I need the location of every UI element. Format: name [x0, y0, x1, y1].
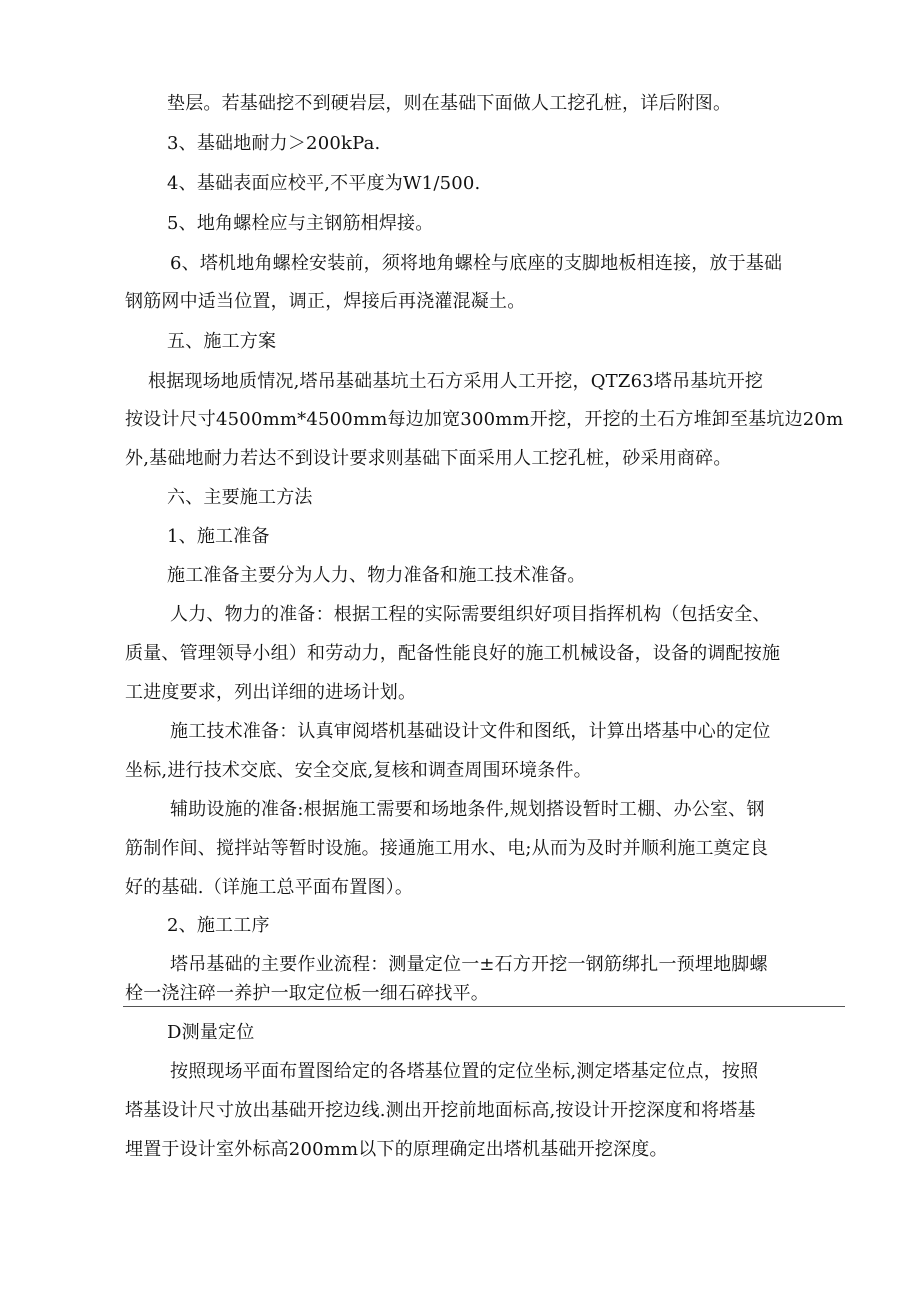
text-line: 施工技术准备：认真审阅塔机基础设计文件和图纸，计算出塔基中心的定位: [170, 721, 771, 742]
section-heading: 六、主要施工方法: [167, 487, 313, 508]
text-line: 筋制作间、搅拌站等暂时设施。接通施工用水、电;从而为及时并顺利施工奠定良: [125, 838, 769, 859]
text-line: 按照现场平面布置图给定的各塔基位置的定位坐标,测定塔基定位点，按照: [170, 1061, 759, 1082]
text-line: 3、基础地耐力＞200kPa.: [167, 133, 381, 154]
text-line: 5、地角螺栓应与主钢筋相焊接。: [167, 213, 434, 234]
text-line: 根据现场地质情况,塔吊基础基坑土石方采用人工开挖，QTZ63塔吊基坑开挖: [148, 371, 764, 392]
text-line: 好的基础.（详施工总平面布置图）。: [125, 877, 414, 898]
text-line: 垫层。若基础挖不到硬岩层，则在基础下面做人工挖孔桩，详后附图。: [167, 93, 732, 114]
subsection-heading: D测量定位: [167, 1022, 255, 1043]
text-line: 坐标,进行技术交底、安全交底,复核和调查周围环境条件。: [125, 760, 592, 781]
text-line: 辅助设施的准备:根据施工需要和场地条件,规划搭设暂时工棚、办公室、钢: [170, 799, 765, 820]
section-heading: 五、施工方案: [167, 331, 277, 352]
horizontal-rule: [123, 1006, 845, 1007]
subsection-heading: 1、施工准备: [167, 526, 270, 547]
text-line: 6、塔机地角螺栓安装前，须将地角螺栓与底座的支脚地板相连接，放于基础: [170, 253, 783, 274]
text-line: 塔基设计尺寸放出基础开挖边线.测出开挖前地面标高,按设计开挖深度和将塔基: [125, 1100, 756, 1121]
text-line: 按设计尺寸4500mm*4500mm每边加宽300mm开挖，开挖的土石方堆卸至基坑边20m: [125, 409, 844, 430]
text-line: 工进度要求，列出详细的进场计划。: [125, 682, 417, 703]
text-line: 钢筋网中适当位置，调正，焊接后再浇灌混凝土。: [125, 291, 526, 312]
text-line: 4、基础表面应校平,不平度为W1/500.: [167, 173, 481, 194]
text-line: 栓一浇注碎一养护一取定位板一细石碎找平。: [125, 983, 489, 1004]
subsection-heading: 2、施工工序: [167, 915, 270, 936]
text-line: 施工准备主要分为人力、物力准备和施工技术准备。: [167, 565, 586, 586]
text-line: 质量、管理领导小组）和劳动力，配备性能良好的施工机械设备，设备的调配按施: [125, 643, 781, 664]
text-line: 塔吊基础的主要作业流程：测量定位一±石方开挖一钢筋绑扎一预埋地脚螺: [170, 954, 768, 975]
text-line: 埋置于设计室外标高200mm以下的原理确定出塔机基础开挖深度。: [125, 1139, 668, 1160]
text-line: 人力、物力的准备：根据工程的实际需要组织好项目指挥机构（包括安全、: [170, 604, 771, 625]
text-line: 外,基础地耐力若达不到设计要求则基础下面采用人工挖孔桩，砂采用商碎。: [125, 448, 732, 469]
